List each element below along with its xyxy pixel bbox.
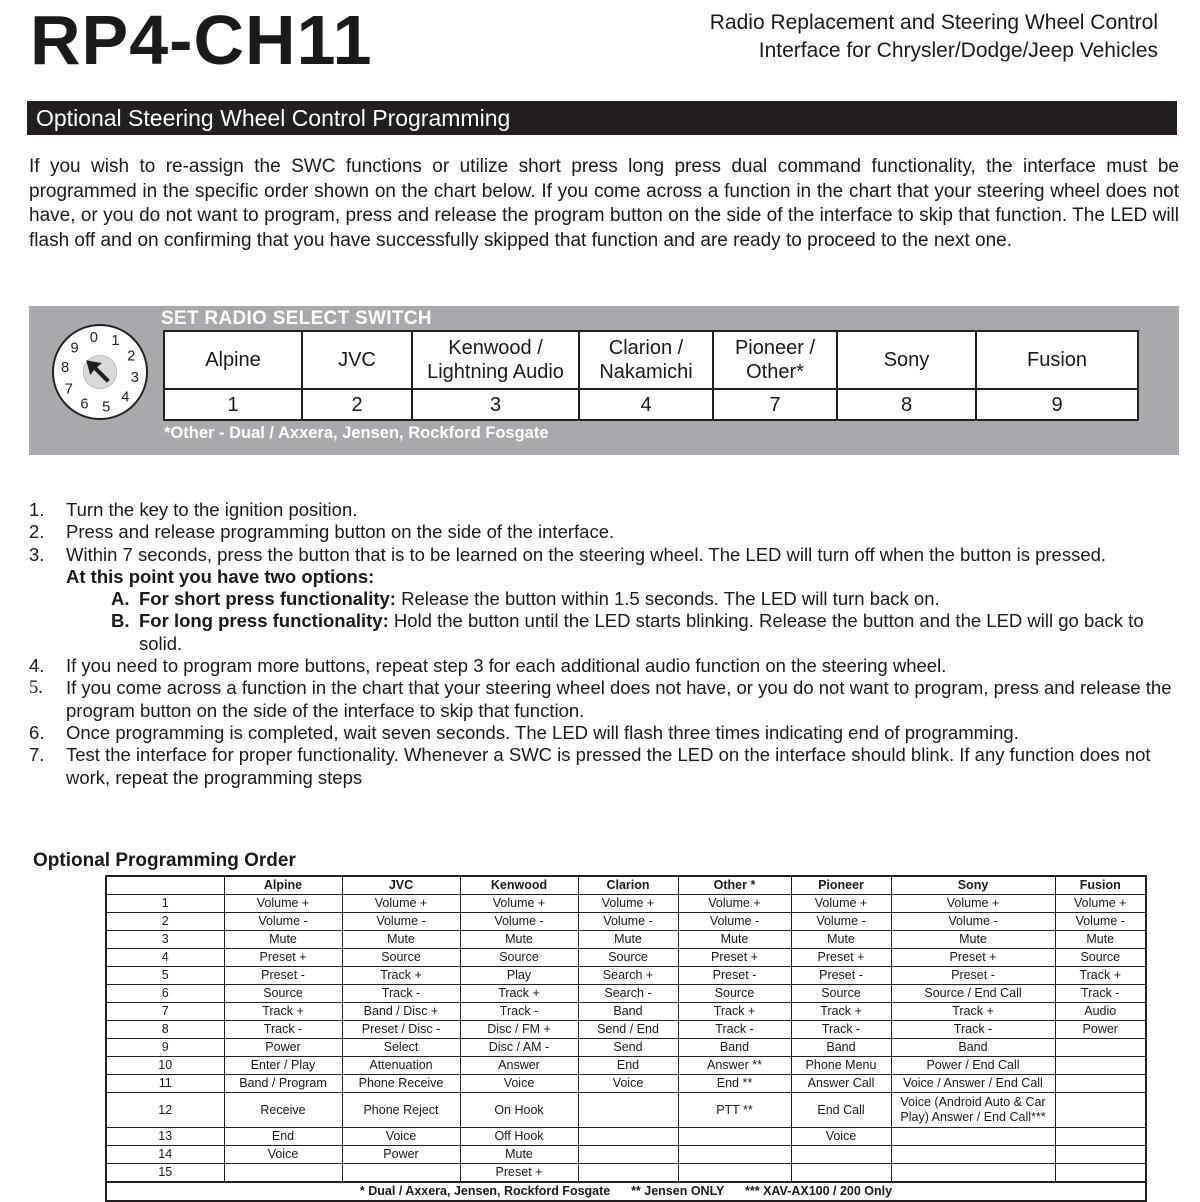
order-step-number: 11 [106,1075,224,1093]
order-cell [891,1128,1055,1146]
order-step-number: 6 [106,985,224,1003]
order-cell: Volume + [578,895,678,913]
order-row [106,1093,1146,1128]
step-text: If you need to program more buttons, repeat step 3 for each additional audio function on the steering wheel. [66,655,947,677]
dial-digit: 0 [89,330,98,347]
order-cell: Volume - [1055,913,1146,931]
order-cell: Preset - [678,967,791,985]
programming-order-title: Optional Programming Order [33,850,296,871]
radio-name-cell [579,331,713,389]
order-cell [678,1128,791,1146]
radio-number: 1 [164,389,302,420]
subtitle-line-2: Interface for Chrysler/Dodge/Jeep Vehicles [758,39,1158,62]
order-cell: Mute [891,931,1055,949]
step-number: 2. [29,521,45,543]
dial-digit: 1 [111,333,120,350]
order-cell: Voice [224,1146,342,1164]
order-row [106,895,1146,913]
order-step-number: 2 [106,913,224,931]
order-cell: Send [578,1039,678,1057]
order-cell: Band / Disc + [342,1003,460,1021]
step-text: Press and release programming button on the side of the interface. [66,521,615,543]
order-cell [578,1146,678,1164]
order-row [106,1146,1146,1164]
dial-digit: 8 [61,360,70,376]
order-cell: Source [578,949,678,967]
order-cell: Phone Reject [342,1093,460,1128]
radio-name-cell [164,331,302,389]
order-step-number: 15 [106,1164,224,1183]
order-column-header: Clarion [578,876,678,895]
order-cell: Mute [791,931,891,949]
order-cell [1055,1039,1146,1057]
radio-name: Sony [883,349,930,371]
order-cell: End [578,1057,678,1075]
step-text: Within 7 seconds, press the button that is to be learned on the steering wheel. The LED will turn off when the button is pressed. [66,543,1107,565]
order-cell: Voice (Android Auto & Car Play) Answer / End Call*** [891,1093,1055,1128]
order-cell: Send / End [578,1021,678,1039]
order-cell [678,1146,791,1164]
order-cell [791,1164,891,1183]
option-text: Hold the button until the LED starts blinking. Release the button and the LED will go back to solid. [139,610,1144,654]
order-cell: Voice [342,1128,460,1146]
order-cell: End ** [678,1075,791,1093]
order-cell: Track + [342,967,460,985]
step-number: 3. [29,543,45,565]
step-text: If you come across a function in the chart that your steering wheel does not have, or you do not want to program, press and release the program button on the side of the interface to skip that function. [66,677,1172,721]
order-row [106,949,1146,967]
order-cell: Volume - [891,913,1055,931]
section-title-bar: Optional Steering Wheel Control Programming [27,101,1177,135]
order-cell: Receive [224,1093,342,1128]
order-cell: PTT ** [678,1093,791,1128]
order-step-number: 4 [106,949,224,967]
step-2 [29,521,1181,543]
order-cell: Volume + [460,895,578,913]
order-row [106,1057,1146,1075]
order-cell: Volume - [791,913,891,931]
step-number: 1. [29,499,45,520]
programming-order-table [105,875,1147,1202]
intro-paragraph: If you wish to re-assign the SWC functions or utilize short press long press dual command functionality, the interface must be programmed in the specific order shown on the chart below. If you come across a function in the chart that your steering wheel does not have, or you do not want to program, press and release the program button on the side of the interface to skip that function. The LED will flash off and on confirming that you have successfully skipped that function and are ready to proceed to the next one. [29,156,1179,251]
order-cell: Band [791,1039,891,1057]
order-cell: Answer Call [791,1075,891,1093]
order-cell: Volume - [578,913,678,931]
radio-name: Clarion / Nakamichi [599,337,693,383]
step-number: 4. [29,655,45,677]
step-4 [29,655,1181,677]
radio-number-row [164,389,1138,420]
order-row [106,985,1146,1003]
order-cell: Select [342,1039,460,1057]
order-cell: Source [791,985,891,1003]
order-cell: Band [678,1039,791,1057]
order-column-header: Other * [678,876,791,895]
order-row [106,1075,1146,1093]
order-cell: Track - [460,1003,578,1021]
order-cell: Audio [1055,1003,1146,1021]
dial-digit: 5 [102,399,111,416]
order-cell: Mute [1055,931,1146,949]
radio-select-table [163,330,1139,421]
step-text: Test the interface for proper functionality. Whenever a SWC is pressed the LED on the interface should blink. If any function does not work, repeat the programming steps [66,744,1151,788]
step-text: Once programming is completed, wait seven seconds. The LED will flash three times indicating end of programming. [66,721,1019,743]
order-cell: Preset + [891,949,1055,967]
order-cell: Track - [791,1021,891,1039]
option-text: Release the button within 1.5 seconds. The LED will turn back on. [395,588,940,610]
order-cell: Power [1055,1021,1146,1039]
order-step-number: 13 [106,1128,224,1146]
radio-name-cell [412,331,579,389]
order-step-number: 3 [106,931,224,949]
radio-select-panel [29,306,1179,455]
order-cell [678,1164,791,1183]
radio-name-cell [837,331,976,389]
order-cell: Volume - [460,913,578,931]
step-7 [29,744,1181,789]
order-row [106,1021,1146,1039]
radio-number: 7 [713,389,837,420]
order-cell: Volume + [1055,895,1146,913]
order-cell: Volume + [224,895,342,913]
order-cell: Preset - [224,967,342,985]
order-cell: Voice [460,1075,578,1093]
order-cell: Track + [460,985,578,1003]
radio-name: Kenwood / Lightning Audio [427,337,564,383]
order-column-header: Pioneer [791,876,891,895]
order-cell: Volume + [342,895,460,913]
order-column-header: Sony [891,876,1055,895]
order-cell: Volume - [342,913,460,931]
order-cell: Preset - [791,967,891,985]
order-cell: Source [1055,949,1146,967]
step-number: 7. [29,744,45,766]
order-cell: Track - [224,1021,342,1039]
order-cell: Source / End Call [891,985,1055,1003]
radio-name: Alpine [205,349,261,371]
radio-number: 8 [837,389,976,420]
order-row [106,1164,1146,1183]
order-cell: Source [342,949,460,967]
order-cell: Voice [791,1128,891,1146]
order-cell: Mute [460,931,578,949]
step-1 [29,499,1181,521]
order-cell: Mute [460,1146,578,1164]
order-cell: Power [224,1039,342,1057]
step-options-heading: At this point you have two options: [66,565,375,587]
option-letter: B. [111,610,130,632]
order-cell: Source [460,949,578,967]
order-cell: Preset - [891,967,1055,985]
order-column-header [106,876,224,895]
order-column-header: Alpine [224,876,342,895]
order-cell: Volume + [891,895,1055,913]
radio-name-cell [976,331,1138,389]
radio-name-cell [302,331,412,389]
radio-name: Pioneer / Other* [734,337,816,383]
option-content [139,610,1181,655]
order-cell: Answer ** [678,1057,791,1075]
order-step-number: 14 [106,1146,224,1164]
step-3-content [66,544,1181,589]
order-cell: Answer [460,1057,578,1075]
radio-name: Fusion [1026,349,1088,371]
step-3 [29,544,1181,589]
order-cell: Track + [891,1003,1055,1021]
order-cell: Track - [342,985,460,1003]
order-cell: Phone Receive [342,1075,460,1093]
order-cell: Mute [678,931,791,949]
order-cell: Volume - [678,913,791,931]
order-footnote: * Dual / Axxera, Jensen, Rockford Fosgate ** Jensen ONLY *** XAV-AX100 / 200 Only [106,1182,1146,1201]
order-cell: Off Hook [460,1128,578,1146]
order-cell [1055,1146,1146,1164]
dial-digit: 6 [80,396,89,413]
order-step-number: 9 [106,1039,224,1057]
order-cell: Track + [791,1003,891,1021]
order-cell: On Hook [460,1093,578,1128]
rotary-switch-dial-icon [51,323,149,421]
programming-steps [29,499,1181,789]
step-number: 6. [29,721,45,743]
order-step-number: 8 [106,1021,224,1039]
order-cell [578,1164,678,1183]
order-row [106,1039,1146,1057]
order-cell: Voice [578,1075,678,1093]
order-cell: End [224,1128,342,1146]
radio-name: JVC [338,349,376,371]
order-cell: Band [891,1039,1055,1057]
order-cell: Track - [1055,985,1146,1003]
order-cell: Preset + [678,949,791,967]
order-step-number: 5 [106,967,224,985]
order-row [106,931,1146,949]
model-title: RP4-CH11 [30,1,373,79]
order-cell: Track + [224,1003,342,1021]
dial-digit: 4 [121,389,130,406]
order-cell [342,1164,460,1183]
order-cell: Band / Program [224,1075,342,1093]
dial-digit: 7 [64,381,73,398]
order-step-number: 1 [106,895,224,913]
option-heading: For long press functionality: [139,610,389,632]
step-6 [29,722,1181,744]
order-step-number: 10 [106,1057,224,1075]
radio-name-row [164,331,1138,389]
order-cell: Source [224,985,342,1003]
option-heading: For short press functionality: [139,588,396,610]
order-header-row [106,876,1146,895]
dial-digit: 9 [70,340,79,357]
dial-digit: 2 [127,348,136,365]
order-cell: Source [678,985,791,1003]
order-cell [1055,1128,1146,1146]
option-letter: A. [111,588,130,610]
order-cell: Track + [1055,967,1146,985]
option-a [29,588,1181,610]
order-row [106,1128,1146,1146]
order-cell [224,1164,342,1183]
order-cell [1055,1093,1146,1128]
step-text: Turn the key to the ignition position. [66,499,358,520]
radio-select-title: SET RADIO SELECT SWITCH [161,308,432,329]
order-cell: Preset + [224,949,342,967]
order-cell: Power / End Call [891,1057,1055,1075]
order-row [106,1003,1146,1021]
order-cell: Play [460,967,578,985]
order-cell: Preset + [791,949,891,967]
order-step-number: 12 [106,1093,224,1128]
order-cell: Track - [891,1021,1055,1039]
order-cell: Band [578,1003,678,1021]
radio-number: 2 [302,389,412,420]
order-cell: Voice / Answer / End Call [891,1075,1055,1093]
order-cell: Preset + [460,1164,578,1183]
order-cell: Preset / Disc - [342,1021,460,1039]
order-cell [891,1164,1055,1183]
order-cell: Volume + [678,895,791,913]
order-cell: Mute [342,931,460,949]
order-column-header: Kenwood [460,876,578,895]
order-cell: Power [342,1146,460,1164]
order-cell: Search - [578,985,678,1003]
order-cell [1055,1075,1146,1093]
radio-name-cell [713,331,837,389]
radio-number: 4 [579,389,713,420]
order-cell [791,1146,891,1164]
order-cell: Enter / Play [224,1057,342,1075]
order-cell [578,1128,678,1146]
order-cell: Search + [578,967,678,985]
step-5 [29,677,1181,722]
dial-digit: 3 [130,369,139,386]
order-footnote-row [106,1182,1146,1201]
order-cell: Attenuation [342,1057,460,1075]
order-cell: Volume - [224,913,342,931]
order-cell: Mute [224,931,342,949]
order-cell: Volume + [791,895,891,913]
order-step-number: 7 [106,1003,224,1021]
order-cell: Disc / AM - [460,1039,578,1057]
order-cell [891,1146,1055,1164]
radio-number: 9 [976,389,1138,420]
order-cell: Mute [578,931,678,949]
order-cell: Track + [678,1003,791,1021]
radio-select-note: *Other - Dual / Axxera, Jensen, Rockford Fosgate [164,424,549,442]
order-cell [1055,1057,1146,1075]
order-cell [578,1093,678,1128]
step-number: 5. [29,678,43,699]
order-row [106,913,1146,931]
option-content [139,588,1181,610]
order-cell: Track - [678,1021,791,1039]
option-b [29,610,1181,655]
order-row [106,967,1146,985]
radio-number: 3 [412,389,579,420]
order-cell [1055,1164,1146,1183]
order-column-header: JVC [342,876,460,895]
order-cell: Disc / FM + [460,1021,578,1039]
order-cell: Phone Menu [791,1057,891,1075]
document-subtitle [710,9,1158,65]
order-column-header: Fusion [1055,876,1146,895]
order-cell: End Call [791,1093,891,1128]
subtitle-line-1: Radio Replacement and Steering Wheel Control [709,11,1158,34]
